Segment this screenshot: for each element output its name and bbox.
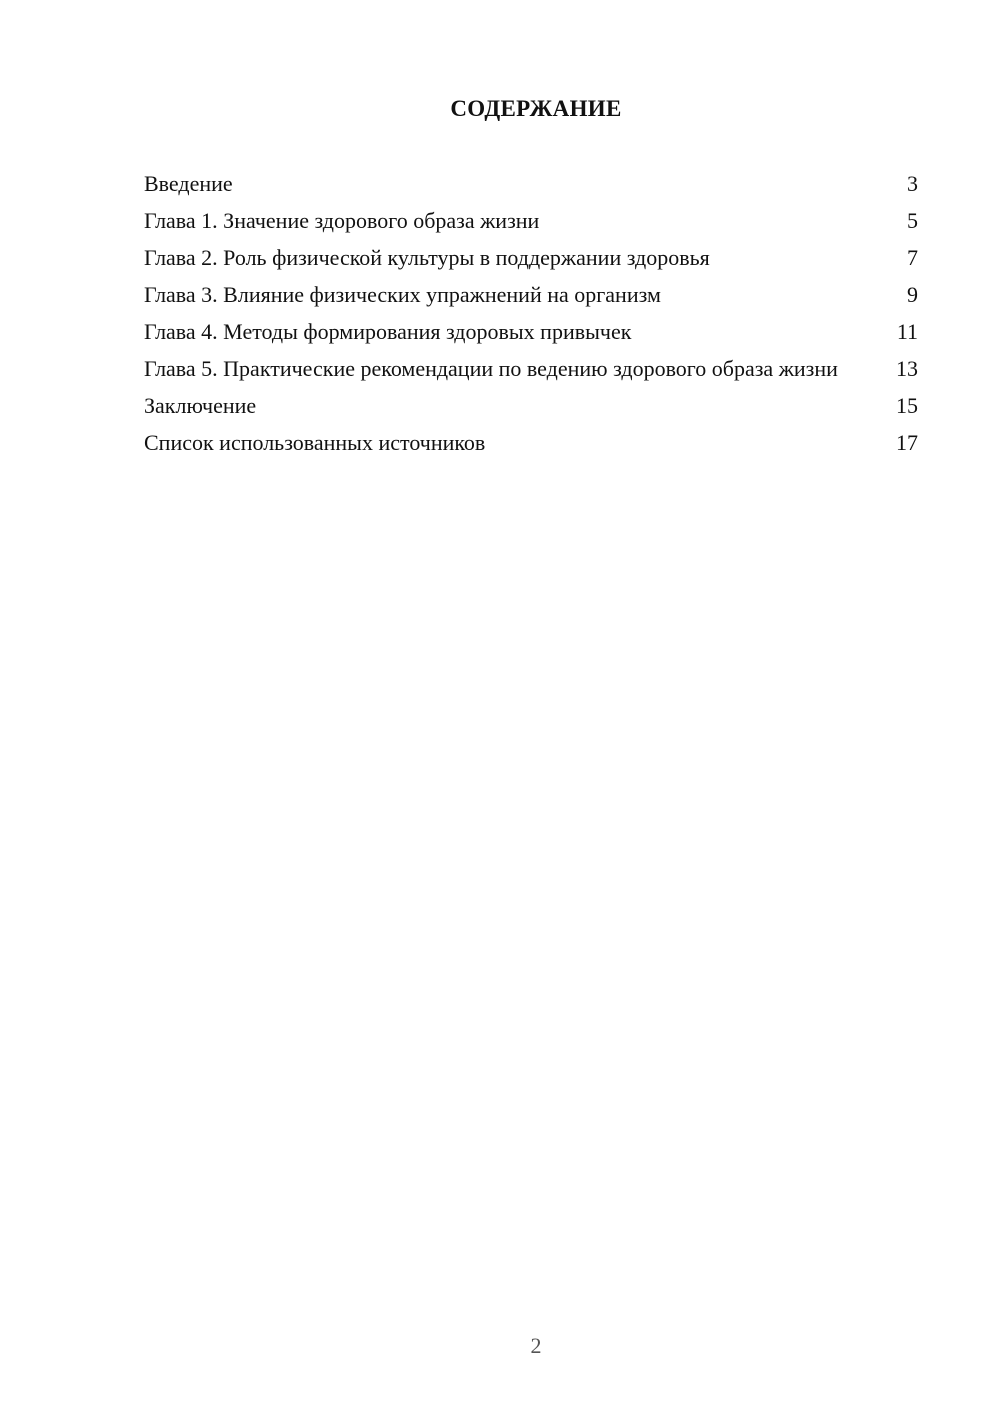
- toc-entry-page: 17: [896, 430, 918, 455]
- page-number: 2: [530, 1333, 542, 1358]
- table-of-contents: [144, 170, 918, 466]
- toc-entry-page: 5: [907, 208, 918, 233]
- toc-entry-conclusion: [144, 392, 918, 419]
- toc-entry-introduction: [144, 170, 918, 197]
- page-title: СОДЕРЖАНИЕ: [450, 96, 622, 121]
- toc-entry-label: Введение: [144, 171, 233, 196]
- toc-entry-page: 7: [907, 245, 918, 270]
- toc-entry-page: 11: [896, 319, 918, 344]
- toc-entry-chapter-3: [144, 281, 918, 308]
- toc-entry-page: 9: [907, 282, 918, 307]
- toc-entry-page: 3: [907, 171, 918, 196]
- toc-entry-label: Заключение: [144, 393, 257, 418]
- toc-entry-chapter-2: [144, 244, 918, 271]
- toc-entry-references: [144, 429, 918, 456]
- toc-entry-label: Список использованных источников: [144, 430, 486, 455]
- toc-entry-label: Глава 3. Влияние физических упражнений на организм: [144, 282, 661, 307]
- toc-entry-label: Глава 4. Методы формирования здоровых привычек: [144, 319, 632, 344]
- toc-entry-chapter-5: [144, 355, 918, 382]
- toc-entry-label: Глава 5. Практические рекомендации по ведению здорового образа жизни: [144, 356, 838, 381]
- toc-entry-chapter-4: [144, 318, 918, 345]
- toc-entry-page: 13: [896, 356, 918, 381]
- toc-entry-label: Глава 1. Значение здорового образа жизни: [144, 208, 540, 233]
- toc-entry-page: 15: [896, 393, 918, 418]
- toc-entry-chapter-1: [144, 207, 918, 234]
- toc-entry-label: Глава 2. Роль физической культуры в поддержании здоровья: [144, 245, 710, 270]
